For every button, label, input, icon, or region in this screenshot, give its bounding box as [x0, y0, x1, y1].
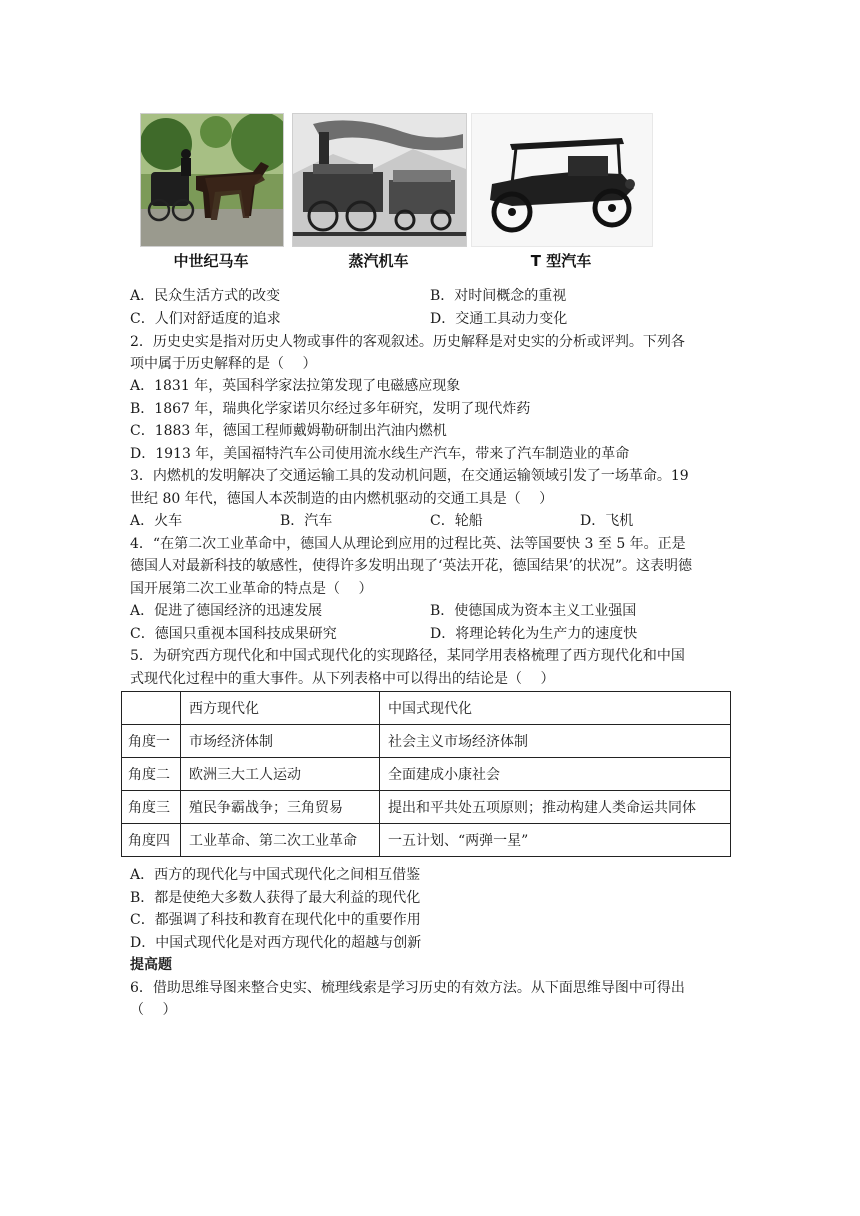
table-cell: 市场经济体制: [181, 725, 380, 758]
q6-stem: 6．借助思维导图来整合史实、梳理线索是学习历史的有效方法。从下面思维导图中可得出: [130, 980, 685, 996]
q1-option-d[interactable]: D．交通工具动力变化: [430, 311, 568, 327]
q2-option-a[interactable]: A．1831 年，英国科学家法拉第发现了电磁感应现象: [130, 378, 461, 394]
q3-option-b[interactable]: B．汽车: [280, 513, 333, 529]
figure-caption: 蒸汽机车: [348, 252, 409, 270]
table-cell: 社会主义市场经济体制: [380, 725, 731, 758]
table-header-cell: 西方现代化: [181, 692, 380, 725]
horse-carriage-photo: [140, 113, 284, 247]
q3-option-d[interactable]: D．飞机: [580, 513, 634, 529]
table-cell: 角度四: [122, 824, 181, 857]
table-cell: 工业革命、第二次工业革命: [181, 824, 380, 857]
q2-option-b[interactable]: B．1867 年，瑞典化学家诺贝尔经过多年研究，发明了现代炸药: [130, 401, 531, 417]
q4-stem: 国开展第二次工业革命的特点是（ ）: [130, 581, 373, 597]
q5-option-d[interactable]: D．中国式现代化是对西方现代化的超越与创新: [130, 935, 422, 951]
table-cell: 殖民争霸战争；三角贸易: [181, 791, 380, 824]
table-row: [122, 824, 731, 857]
q3-stem: 3．内燃机的发明解决了交通运输工具的发动机问题，在交通运输领域引发了一场革命。19: [130, 468, 689, 484]
q4-option-a[interactable]: A．促进了德国经济的迅速发展: [130, 603, 323, 619]
table-row: [122, 791, 731, 824]
q4-option-c[interactable]: C．德国只重视本国科技成果研究: [130, 626, 337, 642]
comparison-table: [121, 691, 731, 857]
table-cell: 欧洲三大工人运动: [181, 758, 380, 791]
figure-caption: T 型汽车: [530, 252, 592, 270]
q6-stem: （ ）: [130, 1002, 177, 1018]
q4-stem: 4．“在第二次工业革命中，德国人从理论到应用的过程比英、法等国要快 3 至 5 年。正是: [130, 536, 686, 552]
table-header-cell: [122, 692, 181, 725]
model-t-car-photo: [471, 113, 653, 247]
q5-option-a[interactable]: A．西方的现代化与中国式现代化之间相互借鉴: [130, 867, 421, 883]
table-cell: 角度二: [122, 758, 181, 791]
table-row: [122, 725, 731, 758]
q5-stem: 式现代化过程中的重大事件。从下列表格中可以得出的结论是（ ）: [130, 671, 555, 687]
steam-locomotive-photo: [292, 113, 467, 247]
table-row: [122, 758, 731, 791]
q4-option-b[interactable]: B．使德国成为资本主义工业强国: [430, 603, 637, 619]
q4-option-d[interactable]: D．将理论转化为生产力的速度快: [430, 626, 638, 642]
q1-option-c[interactable]: C．人们对舒适度的追求: [130, 311, 281, 327]
q3-option-a[interactable]: A．火车: [130, 513, 183, 529]
table-header-row: [122, 692, 731, 725]
table-cell: 全面建成小康社会: [380, 758, 731, 791]
table-cell: 角度三: [122, 791, 181, 824]
figure-caption: 中世纪马车: [173, 252, 249, 270]
q2-option-c[interactable]: C．1883 年，德国工程师戴姆勒研制出汽油内燃机: [130, 423, 447, 439]
q1-option-b[interactable]: B．对时间概念的重视: [430, 288, 567, 304]
table-cell: 提出和平共处五项原则；推动构建人类命运共同体: [380, 791, 731, 824]
table-cell: 一五计划、“两弹一星”: [380, 824, 731, 857]
q2-option-d[interactable]: D．1913 年，美国福特汽车公司使用流水线生产汽车，带来了汽车制造业的革命: [130, 446, 630, 462]
q1-option-a[interactable]: A．民众生活方式的改变: [130, 288, 281, 304]
q5-option-b[interactable]: B．都是使绝大多数人获得了最大利益的现代化: [130, 890, 421, 906]
q3-stem: 世纪 80 年代，德国人本茨制造的由内燃机驱动的交通工具是（ ）: [130, 491, 554, 507]
table-cell: 角度一: [122, 725, 181, 758]
q2-stem: 2．历史史实是指对历史人物或事件的客观叙述。历史解释是对史实的分析或评判。下列各: [130, 334, 685, 350]
q2-stem: 项中属于历史解释的是（ ）: [130, 356, 317, 372]
q5-stem: 5．为研究西方现代化和中国式现代化的实现路径，某同学用表格梳理了西方现代化和中国: [130, 648, 685, 664]
table-header-cell: 中国式现代化: [380, 692, 731, 725]
section-title: 提高题: [130, 957, 172, 973]
q3-option-c[interactable]: C．轮船: [430, 513, 483, 529]
q4-stem: 德国人对最新科技的敏感性，使得许多发明出现了‘英法开花，德国结果’的状况”。这表明德: [130, 558, 693, 574]
q5-option-c[interactable]: C．都强调了科技和教育在现代化中的重要作用: [130, 912, 421, 928]
